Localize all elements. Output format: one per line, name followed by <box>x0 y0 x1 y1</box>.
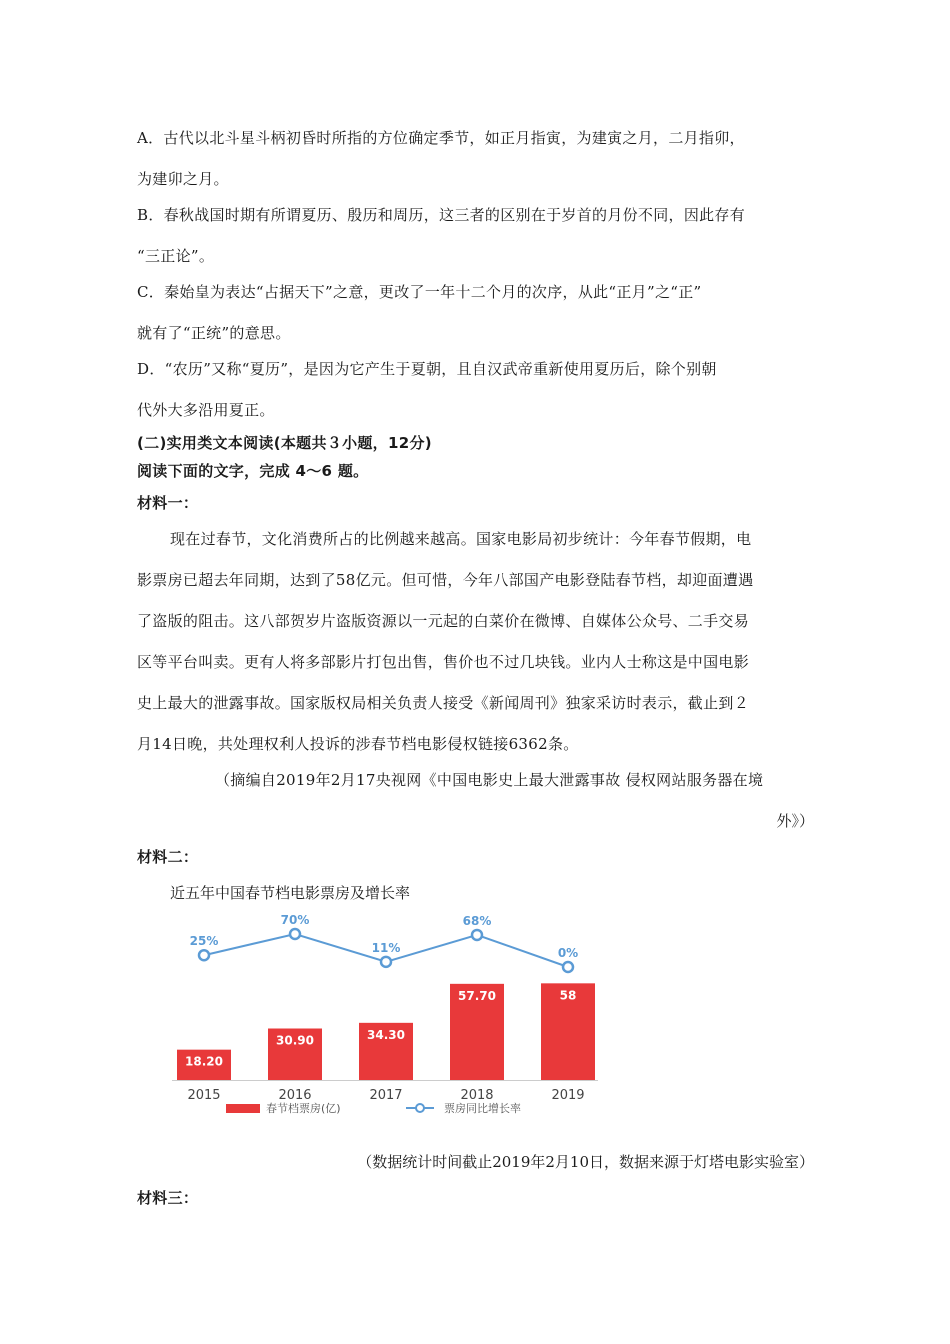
material2-label: 材料二： <box>137 848 199 866</box>
option-a-line2: 为建卯之月。 <box>137 170 229 188</box>
growth-label: 70% <box>280 913 310 927</box>
option-d-line1: D．“农历”又称“夏历”，是因为它产生于夏朝，且自汉武帝重新使用夏历后，除个别朝 <box>137 360 717 378</box>
material1-para-line: 影票房已超去年同期，达到了58亿元。但可惜，今年八部国产电影登陆春节档，却迎面遭遇 <box>137 571 754 589</box>
growth-label: 11% <box>371 940 401 955</box>
growth-point-2018 <box>472 930 482 940</box>
x-tick-label: 2017 <box>369 1088 403 1103</box>
material3-label: 材料三： <box>137 1189 199 1207</box>
chart-title: 近五年中国春节档电影票房及增长率 <box>170 884 411 902</box>
section-instruction: 阅读下面的文字，完成 4～6 题。 <box>137 462 369 480</box>
box-office-chart <box>168 912 604 1124</box>
growth-point-2017 <box>381 957 391 967</box>
legend-line-label: 票房同比增长率 <box>444 1102 521 1115</box>
material1-para-line: 区等平台叫卖。更有人将多部影片打包出售，售价也不过几块钱。业内人士称这是中国电影 <box>137 653 750 671</box>
option-b-line1: B．春秋战国时期有所谓夏历、殷历和周历，这三者的区别在于岁首的月份不同，因此存有 <box>137 206 746 224</box>
x-tick-label: 2018 <box>460 1088 494 1103</box>
legend-bar-label: 春节档票房(亿) <box>266 1102 341 1115</box>
growth-point-2016 <box>290 929 300 939</box>
x-tick-label: 2015 <box>187 1088 221 1103</box>
x-tick-label: 2019 <box>551 1088 585 1103</box>
section-heading: (二)实用类文本阅读(本题共３小题，12分) <box>137 434 432 452</box>
bar-label: 34.30 <box>367 1027 405 1042</box>
material1-source-line2: 外》） <box>776 812 814 830</box>
material1-para-line: 了盗版的阻击。这八部贺岁片盗版资源以一元起的白菜价在微博、自媒体公众号、二手交易 <box>137 612 750 630</box>
bar-label: 58 <box>559 988 577 1003</box>
bars-group <box>177 983 595 1080</box>
x-axis <box>172 1081 598 1104</box>
material1-para-line: 现在过春节，文化消费所占的比例越来越高。国家电影局初步统计：今年春节假期，电 <box>170 530 752 548</box>
bar-label: 30.90 <box>276 1033 314 1048</box>
option-d-line2: 代外大多沿用夏正。 <box>137 401 275 419</box>
chart-legend <box>226 1101 521 1115</box>
option-b-line2: “三正论”。 <box>137 247 215 265</box>
chart-caption: （数据统计时间截止2019年2月10日，数据来源于灯塔电影实验室） <box>357 1153 814 1171</box>
option-a-line1: A．古代以北斗星斗柄初昏时所指的方位确定季节，如正月指寅，为建寅之月，二月指卯， <box>137 129 745 147</box>
material1-label: 材料一： <box>137 494 199 512</box>
growth-point-2019 <box>563 962 573 972</box>
growth-point-2015 <box>199 950 209 960</box>
bar-label: 57.70 <box>458 988 496 1003</box>
material1-para-line: 史上最大的泄露事故。国家版权局相关负责人接受《新闻周刊》独家采访时表示，截止到２ <box>137 694 750 712</box>
growth-label: 0% <box>557 946 579 960</box>
material1-para-line: 月14日晚，共处理权利人投诉的涉春节档电影侵权链接6362条。 <box>137 735 579 753</box>
material1-source-line1: （摘编自2019年2月17央视网《中国电影史上最大泄露事故 侵权网站服务器在境 <box>215 771 764 789</box>
bar-label: 18.20 <box>185 1054 223 1069</box>
x-tick-label: 2016 <box>278 1088 312 1103</box>
option-c-line2: 就有了“正统”的意思。 <box>137 324 291 342</box>
growth-label: 25% <box>189 934 219 949</box>
growth-line-group <box>190 913 579 972</box>
option-c-line1: C．秦始皇为表达“占据天下”之意，更改了一年十二个月的次序，从此“正月”之“正” <box>137 283 702 301</box>
legend-bar-swatch <box>226 1104 260 1113</box>
growth-label: 68% <box>462 913 492 928</box>
legend-line-marker <box>416 1104 424 1112</box>
